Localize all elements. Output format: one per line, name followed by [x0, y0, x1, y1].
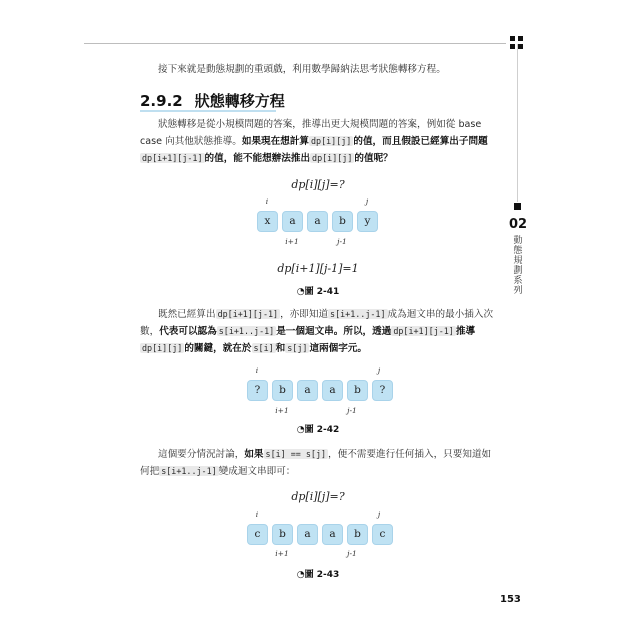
figure-1-marker-i: i — [265, 197, 269, 206]
inline-code: s[j] — [287, 343, 308, 353]
bold-text: 代表可以認為 — [159, 326, 217, 337]
char-cell: ? — [247, 380, 268, 401]
inline-code: dp[i+1][j-1] — [393, 326, 454, 336]
bold-text: 推導 — [455, 326, 476, 337]
caption-text: 圖 2-42 — [304, 425, 340, 435]
text: ，亦即知道 — [280, 309, 329, 320]
figure-1-label-i1: i+1 — [285, 237, 299, 246]
section-number: 2.9.2 — [140, 92, 183, 110]
bold-text: 的關鍵，就在於 — [184, 343, 252, 354]
paragraph-2 — [140, 306, 500, 357]
inline-code: dp[i+1][j-1] — [142, 153, 203, 163]
inline-code: dp[i][j] — [312, 153, 353, 163]
caption-text: 圖 2-43 — [304, 570, 340, 580]
char-cell: c — [247, 524, 268, 545]
figure-3-marker-j: j — [377, 510, 381, 519]
figure-2-marker-j: j — [377, 366, 381, 375]
char-cell: b — [272, 380, 293, 401]
char-cell: a — [297, 524, 318, 545]
char-cell: a — [322, 524, 343, 545]
inline-code: s[i+1..j-1] — [218, 326, 275, 336]
figure-3-top-equation: dp[i][j]=? — [291, 490, 345, 503]
figure-2-caption: ◔圖 2-42 — [296, 425, 340, 435]
page-number: 153 — [500, 594, 521, 605]
char-cell: b — [347, 380, 368, 401]
figure-3-label-j1: j-1 — [347, 549, 357, 558]
inline-code: s[i] — [253, 343, 274, 353]
char-cell: y — [357, 211, 378, 232]
figure-2-marker-i: i — [255, 366, 259, 375]
figure-1-top-equation: dp[i][j]=? — [291, 178, 345, 191]
inline-code: s[i+1..j-1] — [330, 309, 386, 319]
figure-2-label-j1: j-1 — [347, 406, 357, 415]
text: 變成迴文串即可： — [218, 466, 296, 477]
side-rule — [517, 44, 518, 202]
bold-text: 是一個迴文串。所以，透過 — [276, 326, 392, 337]
chapter-marker-square — [514, 203, 521, 210]
text: 既然已經算出 — [158, 309, 216, 320]
paragraph-1 — [140, 117, 500, 167]
bold-text: 的值呢？ — [354, 153, 393, 164]
bold-text: 的值，而且假設已經算出子問題 — [353, 136, 488, 147]
char-cell: b — [272, 524, 293, 545]
inline-code: s[i] == s[j] — [265, 449, 327, 459]
text: 成為迴文串的最小插入次數， — [140, 309, 494, 337]
figure-1-label-j1: j-1 — [337, 237, 347, 246]
text: 狀態轉移是從小規模問題的答案，推導出更大規模問題的答案，例如從 base case 向其他狀態推導。 — [140, 119, 482, 147]
char-cell: a — [297, 380, 318, 401]
figure-2-label-i1: i+1 — [275, 406, 289, 415]
figure-3-marker-i: i — [255, 510, 259, 519]
bold-text: 這兩個字元。 — [309, 343, 367, 354]
char-cell: a — [322, 380, 343, 401]
chapter-number: 02 — [508, 217, 528, 232]
figure-1-caption: ◔圖 2-41 — [296, 287, 340, 297]
char-cell: x — [257, 211, 278, 232]
char-cell: a — [282, 211, 303, 232]
inline-code: s[i+1..j-1] — [161, 466, 217, 476]
text: 這個要分情況討論， — [158, 449, 245, 460]
bold-text: 和 — [275, 343, 286, 354]
bold-text: 的值，能不能想辦法推出 — [204, 153, 311, 164]
char-cell: b — [332, 211, 353, 232]
inline-code: dp[i][j] — [311, 136, 352, 146]
char-cell: ? — [372, 380, 393, 401]
caption-text: 圖 2-41 — [304, 287, 340, 297]
inline-code: dp[i+1][j-1] — [217, 309, 279, 319]
figure-1-bottom-equation: dp[i+1][j-1]=1 — [277, 262, 359, 275]
inline-code: dp[i][j] — [142, 343, 183, 353]
heading-underline — [140, 110, 276, 112]
bold-text: 如果現在想計算 — [241, 136, 310, 147]
char-cell: b — [347, 524, 368, 545]
bold-text: 如果 — [244, 449, 264, 460]
figure-3-caption: ◔圖 2-43 — [296, 570, 340, 580]
section-title: 狀態轉移方程 — [194, 92, 285, 110]
figure-1-marker-j: j — [365, 197, 369, 206]
text: ，便不需要進行任何插入，只要知道如何把 — [140, 449, 492, 477]
header-rule — [84, 43, 506, 44]
figure-3-label-i1: i+1 — [275, 549, 289, 558]
section-heading — [140, 90, 285, 111]
intro-paragraph: 接下來就是動態規劃的重頭戲，利用數學歸納法思考狀態轉移方程。 — [158, 64, 446, 75]
chapter-title: 動態規劃系列 — [513, 236, 523, 296]
char-cell: c — [372, 524, 393, 545]
paragraph-3 — [140, 446, 500, 480]
char-cell: a — [307, 211, 328, 232]
